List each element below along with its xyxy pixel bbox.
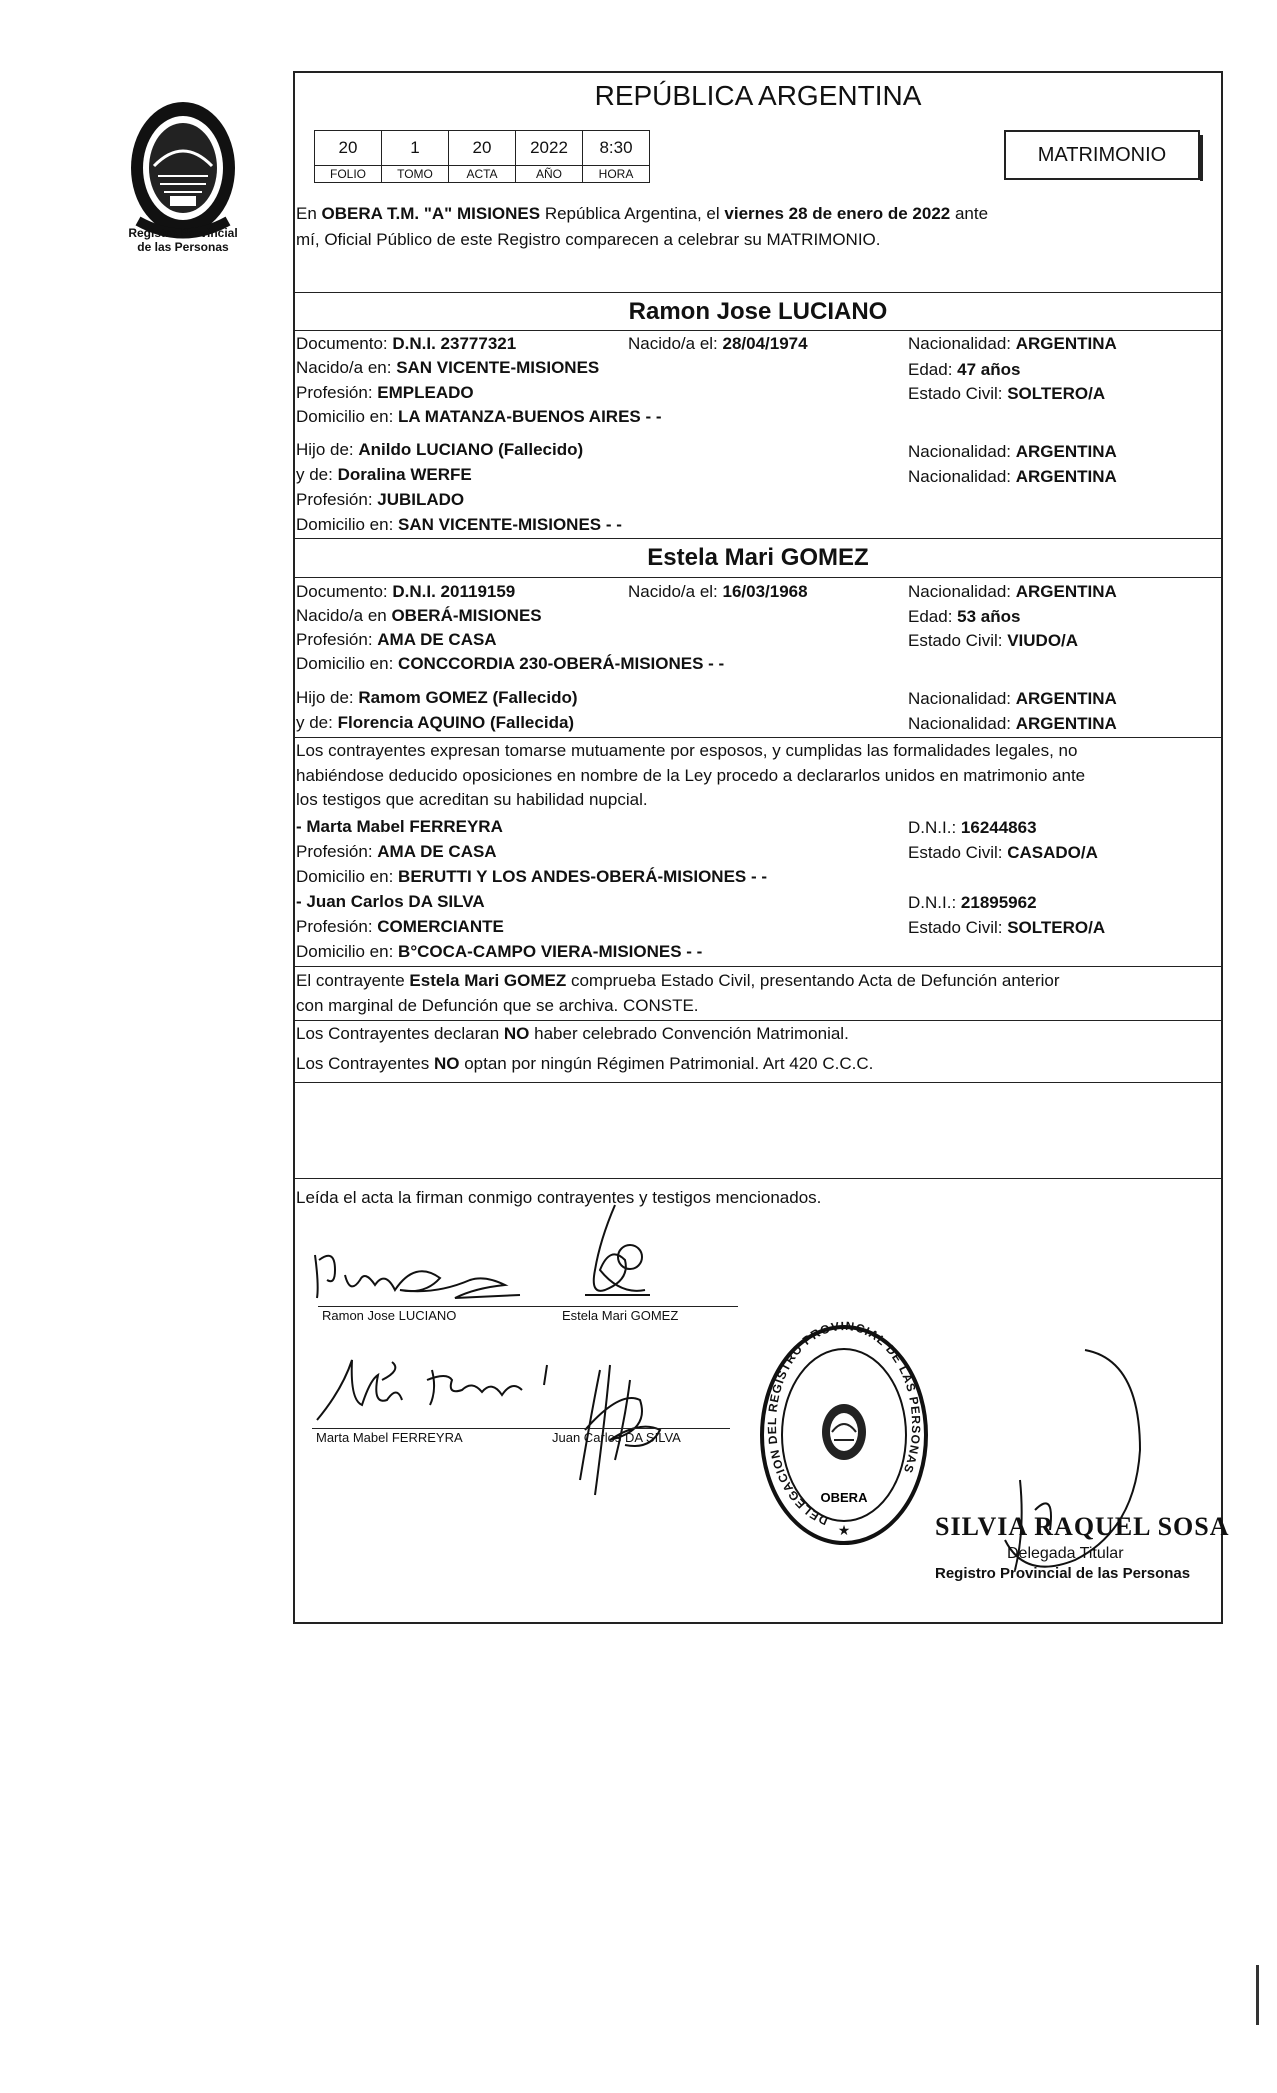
label: Nacionalidad: [908, 467, 1016, 486]
org-line-1: Registro Provincial [128, 226, 238, 240]
value: Doralina WERFE [337, 465, 472, 484]
divider [293, 1178, 1223, 1179]
spouse1-father [296, 440, 583, 460]
spouse2-father [296, 688, 578, 708]
folio-value: 20 [315, 131, 382, 166]
spouse1-civil-status [908, 384, 1105, 404]
spouse1-father-nationality [908, 442, 1117, 462]
divider [293, 292, 1223, 293]
spouse2-birthdate [628, 582, 808, 602]
spouse1-mother [296, 465, 472, 485]
witness2-address [296, 942, 702, 962]
act-type-label: MATRIMONIO [1037, 143, 1167, 166]
label: Nacionalidad: [908, 334, 1016, 353]
value: SAN VICENTE-MISIONES [396, 358, 600, 377]
text: Los Contrayentes declaran [296, 1024, 504, 1043]
witness2-dni [908, 893, 1037, 913]
value: EMPLEADO [377, 383, 474, 402]
text: El contrayente [296, 971, 410, 990]
spouse2-address [296, 654, 724, 674]
label: Edad: [908, 607, 958, 626]
label: Profesión: [296, 842, 378, 861]
spouse2-mother [296, 713, 574, 733]
spouse2-mother-nationality [908, 714, 1117, 734]
value: SOLTERO/A [1007, 384, 1106, 403]
divider [293, 577, 1223, 578]
scan-edge-mark [1256, 1965, 1259, 2025]
regime-line-1 [296, 1024, 849, 1044]
label: Hijo de: [296, 440, 359, 459]
signature-label-4: Juan Carlos DA SILVA [552, 1430, 681, 1445]
value: ARGENTINA [1015, 689, 1117, 708]
value: ARGENTINA [1015, 714, 1117, 733]
spouse2-nationality [908, 582, 1117, 602]
value: ARGENTINA [1015, 442, 1117, 461]
label: Hijo de: [296, 688, 359, 707]
value: ARGENTINA [1015, 334, 1117, 353]
hour-label: HORA [583, 166, 650, 183]
value: D.N.I. 23777321 [392, 334, 517, 353]
signature-label-3: Marta Mabel FERREYRA [316, 1430, 463, 1445]
value: JUBILADO [377, 490, 465, 509]
label: Domicilio en: [296, 867, 399, 886]
signature-ramon-luciano [305, 1240, 535, 1310]
spouse2-profession [296, 630, 497, 650]
tomo-value: 1 [382, 131, 449, 166]
spouse1-age [908, 360, 1020, 380]
witness1-civil-status [908, 843, 1098, 863]
label: Profesión: [296, 917, 378, 936]
value: 47 años [957, 360, 1021, 379]
acta-label: ACTA [449, 166, 516, 183]
divider [293, 538, 1223, 539]
value: SAN VICENTE-MISIONES - - [398, 515, 622, 534]
spouse1-mother-nationality [908, 467, 1117, 487]
witness2-civil-status [908, 918, 1105, 938]
label: Nacido/a el: [628, 582, 723, 601]
spouse1-parents-profession [296, 490, 464, 510]
witness1-address [296, 867, 767, 887]
label: Profesión: [296, 383, 378, 402]
closing-statement: Leída el acta la firman conmigo contrayentes y testigos mencionados. [296, 1188, 822, 1207]
signature-estela-gomez [570, 1200, 660, 1310]
spouse1-birthplace [296, 358, 599, 378]
label: Estado Civil: [908, 631, 1008, 650]
spouse2-civil-status [908, 631, 1078, 651]
divider [293, 1082, 1223, 1083]
label: y de: [296, 465, 338, 484]
seal-city: OBERA [820, 1490, 868, 1505]
spouse2-birthplace [296, 606, 542, 626]
label: Nacionalidad: [908, 689, 1016, 708]
value: ARGENTINA [1015, 467, 1117, 486]
value: COMERCIANTE [377, 917, 504, 936]
value: SOLTERO/A [1007, 918, 1106, 937]
provincial-emblem-logo [118, 96, 248, 246]
org-line-2: de las Personas [137, 240, 229, 254]
signature-line [312, 1428, 730, 1429]
value: CASADO/A [1007, 843, 1098, 862]
label: Documento: [296, 582, 393, 601]
intro-date: viernes 28 de enero de 2022 [724, 204, 951, 223]
spouse1-profession [296, 383, 474, 403]
label: y de: [296, 713, 338, 732]
value: LA MATANZA-BUENOS AIRES - - [398, 407, 662, 426]
signature-line [318, 1306, 738, 1307]
year-value: 2022 [516, 131, 583, 166]
spouse1-nationality [908, 334, 1117, 354]
label: Nacionalidad: [908, 582, 1016, 601]
official-name: SILVIA RAQUEL SOSA [935, 1512, 1230, 1541]
value: CONCCORDIA 230-OBERÁ-MISIONES - - [398, 654, 725, 673]
logo-caption [108, 226, 258, 254]
intro-text-c: ante [950, 204, 989, 223]
text: optan por ningún Régimen Patrimonial. Art 420 C.C.C. [459, 1054, 874, 1073]
value: 16/03/1968 [722, 582, 808, 601]
witness2-profession [296, 917, 504, 937]
signature-marta-ferreyra [312, 1350, 572, 1430]
registry-table [314, 130, 650, 183]
value: AMA DE CASA [377, 842, 497, 861]
value: BERUTTI Y LOS ANDES-OBERÁ-MISIONES - - [398, 867, 768, 886]
divider [293, 737, 1223, 738]
text: comprueba Estado Civil, presentando Acta de Defunción anterior [566, 971, 1060, 990]
note-line-1 [296, 971, 1060, 991]
witness2-name: - Juan Carlos DA SILVA [296, 892, 485, 911]
divider [293, 330, 1223, 331]
text: Los Contrayentes [296, 1054, 434, 1073]
year-label: AÑO [516, 166, 583, 183]
label: Domicilio en: [296, 515, 399, 534]
label: Estado Civil: [908, 918, 1008, 937]
label: Documento: [296, 334, 393, 353]
folio-label: FOLIO [315, 166, 382, 183]
text: haber celebrado Convención Matrimonial. [529, 1024, 849, 1043]
value: ARGENTINA [1015, 582, 1117, 601]
official-signature [965, 1340, 1165, 1580]
value: B°COCA-CAMPO VIERA-MISIONES - - [398, 942, 703, 961]
official-role: Delegada Titular [1007, 1545, 1124, 1562]
signature-label-1: Ramon Jose LUCIANO [322, 1308, 457, 1323]
label: Estado Civil: [908, 384, 1008, 403]
note-spouse-name: Estela Mari GOMEZ [409, 971, 567, 990]
value: 21895962 [960, 893, 1037, 912]
value: Florencia AQUINO (Fallecida) [337, 713, 575, 732]
country-title: REPÚBLICA ARGENTINA [594, 80, 922, 111]
label: Profesión: [296, 490, 378, 509]
note-line-2: con marginal de Defunción que se archiva. CONSTE. [296, 996, 699, 1015]
value: Ramom GOMEZ (Fallecido) [358, 688, 578, 707]
label: Nacido/a en: [296, 358, 397, 377]
divider [293, 966, 1223, 967]
intro-line-1 [296, 204, 988, 224]
label: Nacionalidad: [908, 714, 1016, 733]
spouse1-document [296, 334, 516, 354]
witness1-dni [908, 818, 1037, 838]
label: Edad: [908, 360, 958, 379]
value: AMA DE CASA [377, 630, 497, 649]
label: Domicilio en: [296, 654, 399, 673]
label: Nacido/a en [296, 606, 392, 625]
label: Nacionalidad: [908, 442, 1016, 461]
svg-text:★: ★ [837, 1522, 851, 1538]
spouse1-name: Ramon Jose LUCIANO [628, 298, 888, 325]
negation: NO [433, 1054, 460, 1073]
declaration-line-3: los testigos que acreditan su habilidad nupcial. [296, 790, 648, 809]
label: D.N.I.: [908, 893, 961, 912]
spouse2-father-nationality [908, 689, 1117, 709]
value: VIUDO/A [1007, 631, 1079, 650]
declaration-line-1: Los contrayentes expresan tomarse mutuamente por esposos, y cumplidas las formalidades legales, no [296, 741, 1078, 760]
act-type-badge [1004, 130, 1200, 180]
negation: NO [503, 1024, 530, 1043]
hour-value: 8:30 [583, 131, 650, 166]
signature-label-2: Estela Mari GOMEZ [562, 1308, 679, 1323]
witness1-profession [296, 842, 497, 862]
spouse1-birthdate [628, 334, 808, 354]
intro-place: OBERA T.M. "A" MISIONES [321, 204, 541, 223]
label: Profesión: [296, 630, 378, 649]
official-organization: Registro Provincial de las Personas [935, 1565, 1191, 1582]
tomo-label: TOMO [382, 166, 449, 183]
value: D.N.I. 20119159 [392, 582, 516, 601]
label: D.N.I.: [908, 818, 961, 837]
seal-text: DELEGACION DEL REGISTRO PROVINCIAL DE LAS PERSONAS [764, 1320, 924, 1528]
spouse1-parents-address [296, 515, 622, 535]
label: Nacido/a el: [628, 334, 723, 353]
intro-text-a: En [296, 204, 322, 223]
value: Anildo LUCIANO (Fallecido) [358, 440, 584, 459]
regime-line-2 [296, 1054, 873, 1074]
spouse1-address [296, 407, 662, 427]
witness1-name: - Marta Mabel FERREYRA [296, 817, 503, 836]
value: 28/04/1974 [722, 334, 808, 353]
divider [293, 1020, 1223, 1021]
value: OBERÁ-MISIONES [391, 606, 542, 625]
spouse2-name: Estela Mari GOMEZ [647, 544, 869, 571]
value: 53 años [957, 607, 1021, 626]
value: 16244863 [960, 818, 1037, 837]
declaration-line-2: habiéndose deducido oposiciones en nombre de la Ley procedo a declararlos unidos en matrimonio ante [296, 766, 1086, 785]
label: Domicilio en: [296, 942, 399, 961]
label: Estado Civil: [908, 843, 1008, 862]
label: Domicilio en: [296, 407, 399, 426]
spouse2-document [296, 582, 515, 602]
intro-line-2: mí, Oficial Público de este Registro comparecen a celebrar su MATRIMONIO. [296, 230, 881, 249]
spouse2-age [908, 607, 1020, 627]
official-seal-stamp [754, 1320, 934, 1550]
intro-text-b: República Argentina, el [540, 204, 725, 223]
acta-value: 20 [449, 131, 516, 166]
